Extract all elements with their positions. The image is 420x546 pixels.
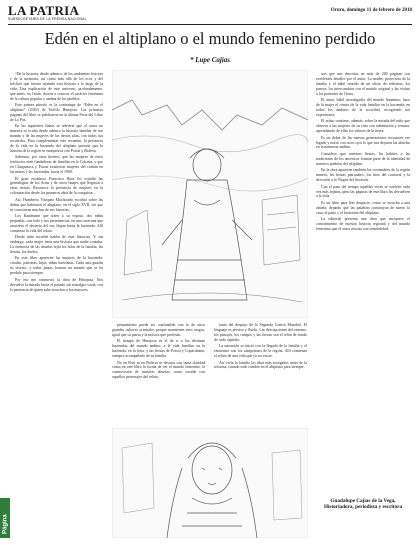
brand-tagline: SUBSECRETARÍA DE LA PRENSA NACIONAL <box>8 17 87 21</box>
paragraph: El tiempo de Hinojosa es el de ir a las distintas haciendas del mundo andino, a la vida familiar en la hacienda, en la feria, y las fiestas de Potosí y Copacabana, siempre acompañado de su familia. <box>112 339 205 359</box>
article-column-1 <box>10 72 103 532</box>
article-column-2 <box>112 323 205 423</box>
article-column-3 <box>214 323 307 423</box>
paragraph: Es un deber de las nuevas generaciones reconocer ese legado y mirar con otros ojos lo que nos dejaron las abuelas en la memoria andina. <box>316 135 410 150</box>
paragraph: Este primer párrafo es la contratapa de “Edén en el altiplano” (2016) de Teófilo Hinojosa. Las primeras páginas del libro se publicaron en la última Feria del Libro de La Paz. <box>10 103 103 122</box>
paragraph: pensamiento puede ser confundido con la de otros grandes cultores orientales porque mantienen esos rasgos, igual que su patria y la música que profesan. <box>112 323 205 337</box>
paragraph: Es un libro para leer despacio, como se escucha a una abuela, dejando que las palabras construyan de nuevo la casa, el patio y el horizonte del altiplano. <box>316 200 410 215</box>
author-role: Historiadora, periodista y escritora <box>323 504 403 511</box>
pagina-logo-icon <box>0 498 10 538</box>
article-title: Edén en el altiplano o el mundo femenino perdido <box>44 29 376 48</box>
masthead <box>8 3 412 25</box>
paragraph: El gran estudioso Francisco Ruiz Ito estudió las genealogías de los Arias y de otros linajes que llegaron a estas tierras. Reconoce la presencia de mujeres en la colonización desde los primeros años de la conquista. <box>10 176 103 196</box>
article-byline: * Lupe Cajías <box>189 56 231 64</box>
paragraph: son que son descritas en más de 200 páginas con excelentes detalles por el autor. La madre, protectora de la familia y el hábil sentido de un oficio de señoritas, los paseos, los intercambios con el mundo original y las visitas a los parientes de Oruro. <box>316 72 410 96</box>
masthead-rule <box>8 24 412 25</box>
newspaper-brand: LA PATRIA <box>8 3 80 18</box>
paragraph: Con el paso del tiempo aquellas voces se vuelven cada vez más lejanas, pero las páginas de este libro las devuelven a la vida. <box>316 184 410 199</box>
author-name: Guadalupe Cajías de la Vega, <box>330 498 396 504</box>
paragraph: Considero que nuestras fiestas, los hábitos y las tradiciones de los ancestros forman parte de la identidad de nuestros pueblos del altiplano. <box>316 151 410 166</box>
paragraph: El autor, hábil investigador del mundo femenino, hace de la mujer el centro de la vida familiar en la hacienda, en todos los ámbitos de la sociedad, recogiendo sus expresiones. <box>316 98 410 117</box>
paragraph: tanto del despojo de la Segunda Guerra Mundial. El lenguaje es preciso y fluido. Las descripciones del entorno, los paisajes, los campos y las fiestas son el telón de fondo de cada capítulo. <box>214 323 307 342</box>
paragraph: Por eso me conmovió la obra de Hinojosa. Nos devuelve la mirada hacia el pasado sin nostalgia vacía, con la paciencia de quien sabe escuchar a los mayores. <box>10 277 103 292</box>
article-column-4 <box>316 72 410 490</box>
author-signature <box>316 498 410 511</box>
svg-text:Página: Página <box>2 514 9 534</box>
illustration-bottom <box>112 428 308 538</box>
paragraph: La editorial presenta una obra que enriquece el conocimiento de nuestra historia regional y del mundo femenino que el autor rescata con sensibilidad. <box>316 217 410 232</box>
paragraph: Los Kaufmann que traen a su esposa, dos niñas pequeñas, con todo y sus pertenencias, en una caravana que atraviesa el desierto del sur, llegan hasta la hacienda. Allí comienza la vida del relato. <box>10 214 103 233</box>
paragraph: Sabemos, por otras fuentes, que las mujeres de estos territorios eran fundadoras de familias en la Colonia, y que en Chuquisaca y Potosí existieron mujeres del común en las minas y las haciendas, hacia el 1900. <box>10 155 103 174</box>
paragraph: La narración se inicia con la llegada de la familia y el encuentro con los campesinos de la región. Allí comienza el relato de una vida que ya no existe. <box>214 344 307 359</box>
paragraph: En este libro aparecen las mujeres de la hacienda: criadas, patronas, hijas, niñas huérfanas. Cada una guarda su secreto, y todas juntas forman un mundo que se ha perdido para siempre. <box>10 256 103 276</box>
paragraph: No en Perú ni en Bolivia se destaca con tanta claridad como en este libro la forma de ver el mundo femenino, la cosmovisión de nuestras abuelas, como sucede con aquellos personajes del relato. <box>112 360 205 380</box>
paragraph: El relato contiene, además, sobre la mirada del niño que observa a las mujeres de su casa con admiración y ternura, aprendiendo de ellas los valores de la tierra. <box>316 119 410 134</box>
issue-date: Oruro, domingo 11 de febrero de 2018 <box>330 8 412 13</box>
paragraph: Así vivía la familia los años más sosegados antes de la reforma, cuando todo cambió en el altiplano para siempre. <box>214 360 307 370</box>
illustration-top <box>112 70 308 318</box>
paragraph: Así, Humberto Vázquez Machicado escribió sobre las doñas que habitaron el altiplano, en el siglo XVII, sin que se conocieran muchas de sus historias. <box>10 197 103 212</box>
paragraph: En la obra aparecen también las costumbres de la región minera, las fiestas patronales, los ritos del carnaval y la devoción a la Virgen del Socavón. <box>316 168 410 183</box>
paragraph: “De la historia, desde adentro, de los ambientes lectores y de la memoria, así como más allá de los ecos y del folclore que fueron tejiendo esta historia a lo largo de la vida. Una explicación de este universo, profundamente, que antes, en Oruro, dieron a conocer el carácter femenino de la cultura popular y andina de los pueblos. <box>10 72 103 101</box>
paragraph: En las siguientes líneas se advierte que el autor no muestra ni oculta desde adentro la historia familiar de sus mamás y de las mujeres de las tierras altas, con todos sus recuerdos. Para complementar este recuento, la presencia de la vida en la hacienda del altiplano permite que la historia de la región se enriquezca con Potosí y Bolivia. <box>10 124 103 153</box>
paragraph: Desde niña escuché hablar de esas historias. Y, sin embargo, cada mujer tenía una historia que nadie contaba. La memoria de las abuelas tejía los hilos de la familia, las fiestas, los duelos. <box>10 235 103 254</box>
